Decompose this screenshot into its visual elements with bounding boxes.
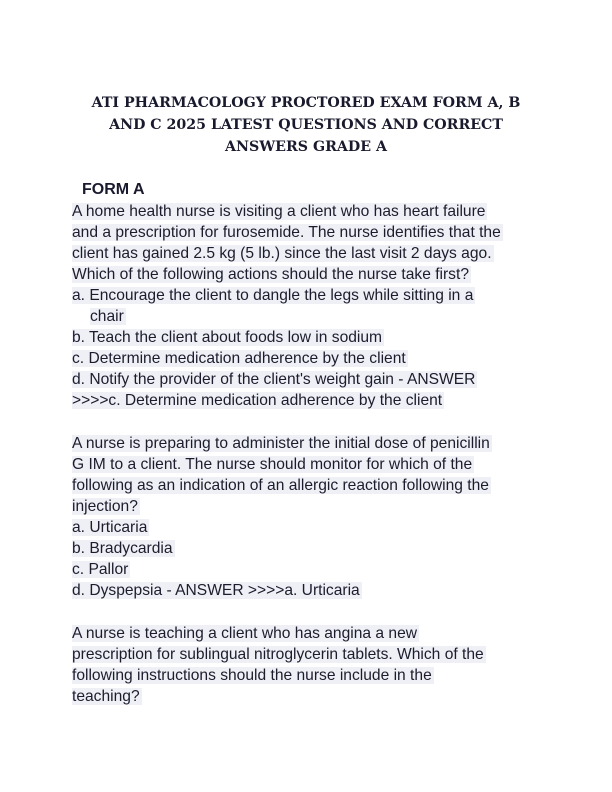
option-a-continuation: chair [90,308,124,325]
question-1 [72,201,552,411]
question-3-stem-line: following instructions should the nurse include in the [72,667,432,684]
title-line-2: AND C 2025 LATEST QUESTIONS AND CORRECT [109,117,503,133]
title-line-3: ANSWERS GRADE A [225,139,387,155]
question-1-stem-line: Which of the following actions should the nurse take first? [72,266,469,283]
option-c: c. Pallor [72,561,129,578]
title-line-1: ATI PHARMACOLOGY PROCTORED EXAM FORM A, B [91,95,521,111]
option-c: c. Determine medication adherence by the client [72,350,406,367]
question-3 [72,623,552,707]
answer-line: >>>>c. Determine medication adherence by the client [72,392,443,409]
form-heading: FORM A [82,181,145,198]
question-1-stem-line: A home health nurse is visiting a client who has heart failure [72,203,486,220]
option-d: d. Notify the provider of the client's weight gain - ANSWER [72,371,476,388]
paragraph-gap [72,411,552,433]
question-2-stem-line: following as an indication of an allergic reaction following the [72,477,489,494]
document-body [72,201,552,707]
question-2-stem-line: injection? [72,498,138,515]
question-3-stem [72,623,552,707]
question-1-stem-line: and a prescription for furosemide. The nurse identifies that the [72,224,501,241]
question-2-stem-line: A nurse is preparing to administer the initial dose of penicillin [72,435,490,452]
question-1-options [72,285,552,411]
question-1-stem [72,201,552,285]
paragraph-gap [72,601,552,623]
option-b: b. Teach the client about foods low in sodium [72,329,383,346]
option-a: a. Encourage the client to dangle the legs while sitting in a [72,287,474,304]
option-d-with-answer: d. Dyspepsia - ANSWER >>>>a. Urticaria [72,582,360,599]
option-a: a. Urticaria [72,519,148,536]
question-3-stem-line: teaching? [72,688,140,705]
question-3-stem-line: A nurse is teaching a client who has angina a new [72,625,418,642]
question-1-stem-line: client has gained 2.5 kg (5 lb.) since the last visit 2 days ago. [72,245,492,262]
question-2 [72,433,552,601]
question-2-stem [72,433,552,517]
document-title [60,92,552,158]
question-3-stem-line: prescription for sublingual nitroglycerin tablets. Which of the [72,646,484,663]
question-2-stem-line: G IM to a client. The nurse should monitor for which of the [72,456,473,473]
option-b: b. Bradycardia [72,540,173,557]
question-2-options [72,517,552,601]
